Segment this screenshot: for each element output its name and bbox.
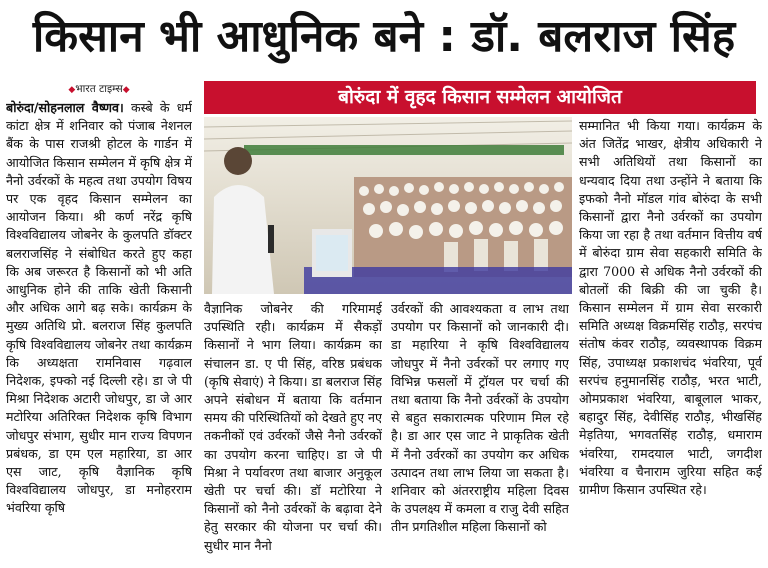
diamond-icon: ◆ [122, 85, 130, 95]
newspaper-source [6, 81, 192, 97]
event-photo [204, 117, 572, 294]
diamond-icon: ◆ [68, 85, 76, 95]
byline: बोरुंदा/सोहनलाल वैष्णव। [6, 100, 124, 115]
subheadline-banner: बोरुंदा में वृहद किसान सम्मेलन आयोजित [204, 81, 756, 114]
article-column-3: उर्वरकों की आवश्यकता व लाभ तथा उपयोग पर किसानों को जानकारी दी। डा महारिया ने कृषि विश्वविद्यालय जोधपुर में नैनो उर्वरकों पर लगाए गए विभिन्न फसलों में ट्रॉयल पर चर्चा की तथा बताया कि नैनो उर्वरकों के उपयोग से बहुत सकारात्मक परिणाम मिल रहे है। डा आर एस जाट ने प्राकृतिक खेती में नैनो उर्वरकों का उपयोग कर अधिक उत्पादन तथा लाभ लिया जा सकता है। शनिवार को अंतरराष्ट्रीय महिला दिवस के उपलक्ष्य में कमला व राजु देवी सहित तीन प्रगतिशील महिला किसानों को [391, 301, 569, 535]
article-column-2: वैज्ञानिक जोबनेर की गरिमामई उपस्थिति रही। कार्यक्रम में सैकड़ों किसानों ने भाग लिया। कार्यक्रम का संचालन डा. ए पी सिंह, वरिष्ठ प्रबंधक (कृषि सेवाएं) ने किया। डा बलराज सिंह अपने संबोधन में बताया कि वर्तमान समय की परिस्थितियों को देखते हुए नए तकनीकों एवं उर्वरकों जैसे नैनो उर्वरकों का उपयोग करना चाहिए। डा जे पी मिश्रा ने पर्यावरण तथा बाजार अनुकूल खेती पर चर्चा की। डॉ मटोरिया ने किसानों को नैनो उर्वरकों के बढ़ावा देने हेतु सरकार की योजना पर चर्चा की। सुधीर मान नैनो [204, 301, 382, 553]
event-photo-illustration [204, 117, 572, 294]
article-column-4: सम्मानित भी किया गया। कार्यक्रम के अंत जितेंद्र भाखर, क्षेत्रीय अधिकारी ने सभी अतिथियों तथा किसानों का धन्यवाद दिया तथा उन्होंने ने बताया कि इफको नैनो मॉडल गांव बोरुंदा के सभी किसानों द्वारा नैनो उर्वरकों का उपयोग किया जा रहा है तथा वर्तमान वित्तीय वर्ष में बोरुंदा ग्राम सेवा सहकारी समिति के द्वारा 7000 से अधिक नैनो उर्वरकों की बोतलों की बिक्री की जा चुकी है। किसान सम्मेलन में ग्राम सेवा सरकारी समिति अध्यक्ष विक्रमसिंह राठौड़, सरपंच संतोष कंवर राठौड़, व्यवस्थापक विक्रम सिंह, उपाध्यक्ष प्रकाशचंद भंवरिया, पूर्व सरपंच हनुमानसिंह राठौड़, भरत भाटी, ओमप्रकाश भंवरिया, बाबूलाल भाकर, बहादुर सिंह, देवीसिंह राठौड़, भीखसिंह मेड़तिया, भगवतसिंह राठौड़, धमाराम भंवरिया, रामदयाल भाटी, जगदीश भंवरिया व चैनाराम जुरिया सहित कई ग्रामीण किसान उपस्थित रहे। [579, 118, 762, 498]
headline: किसान भी आधुनिक बने : डॉ. बलराज सिंह [32, 11, 736, 62]
article-column-1 [6, 99, 192, 561]
column-1-text: कस्बे के धर्म कांटा क्षेत्र में शनिवार को पंजाब नेशनल बैंक के पास राजश्री होटल के गार्डन में आयोजित किसान सम्मेलन में कृषि क्षेत्र में नैनो उर्वरकों के महत्व तथा उपयोग विषय पर एक वृहद किसान सम्मेलन का आयोजन किया। श्री कर्ण नरेंद्र कृषि विश्वविद्यालय जोबनेर के कुलपति डॉक्टर बलराजसिंह ने संबोधित करते हुए कहा कि अब जरूरत है किसानों को भी अति आधुनिक होने की ताकि खेती किसानी और अधिक आगे बढ़ सके। कार्यक्रम के मुख्य अतिथि प्रो. बलराज सिंह कुलपति कृषि विश्वविद्यालय जोबनेर तथा कार्यक्रम कि अध्यक्षता रामनिवास गढ़वाल निदेशक, इफ्को नई दिल्ली रहे। डा जे पी मिश्रा निदेशक अटारी जोधपुर, डा जे आर मटोरिया अतिरिक्त निदेशक कृषि विभाग जोधपुर संभाग, सुधीर मान राज्य विपणन प्रबंधक, डा एम एल महारिया, डा आर एस जाट, कृषि वैज्ञानिक कृषि विश्वविद्यालय जोधपुर, डा मनोहरराम भंवरिया कृषि [6, 100, 192, 516]
source-label: भारत टाइम्स [75, 83, 123, 95]
